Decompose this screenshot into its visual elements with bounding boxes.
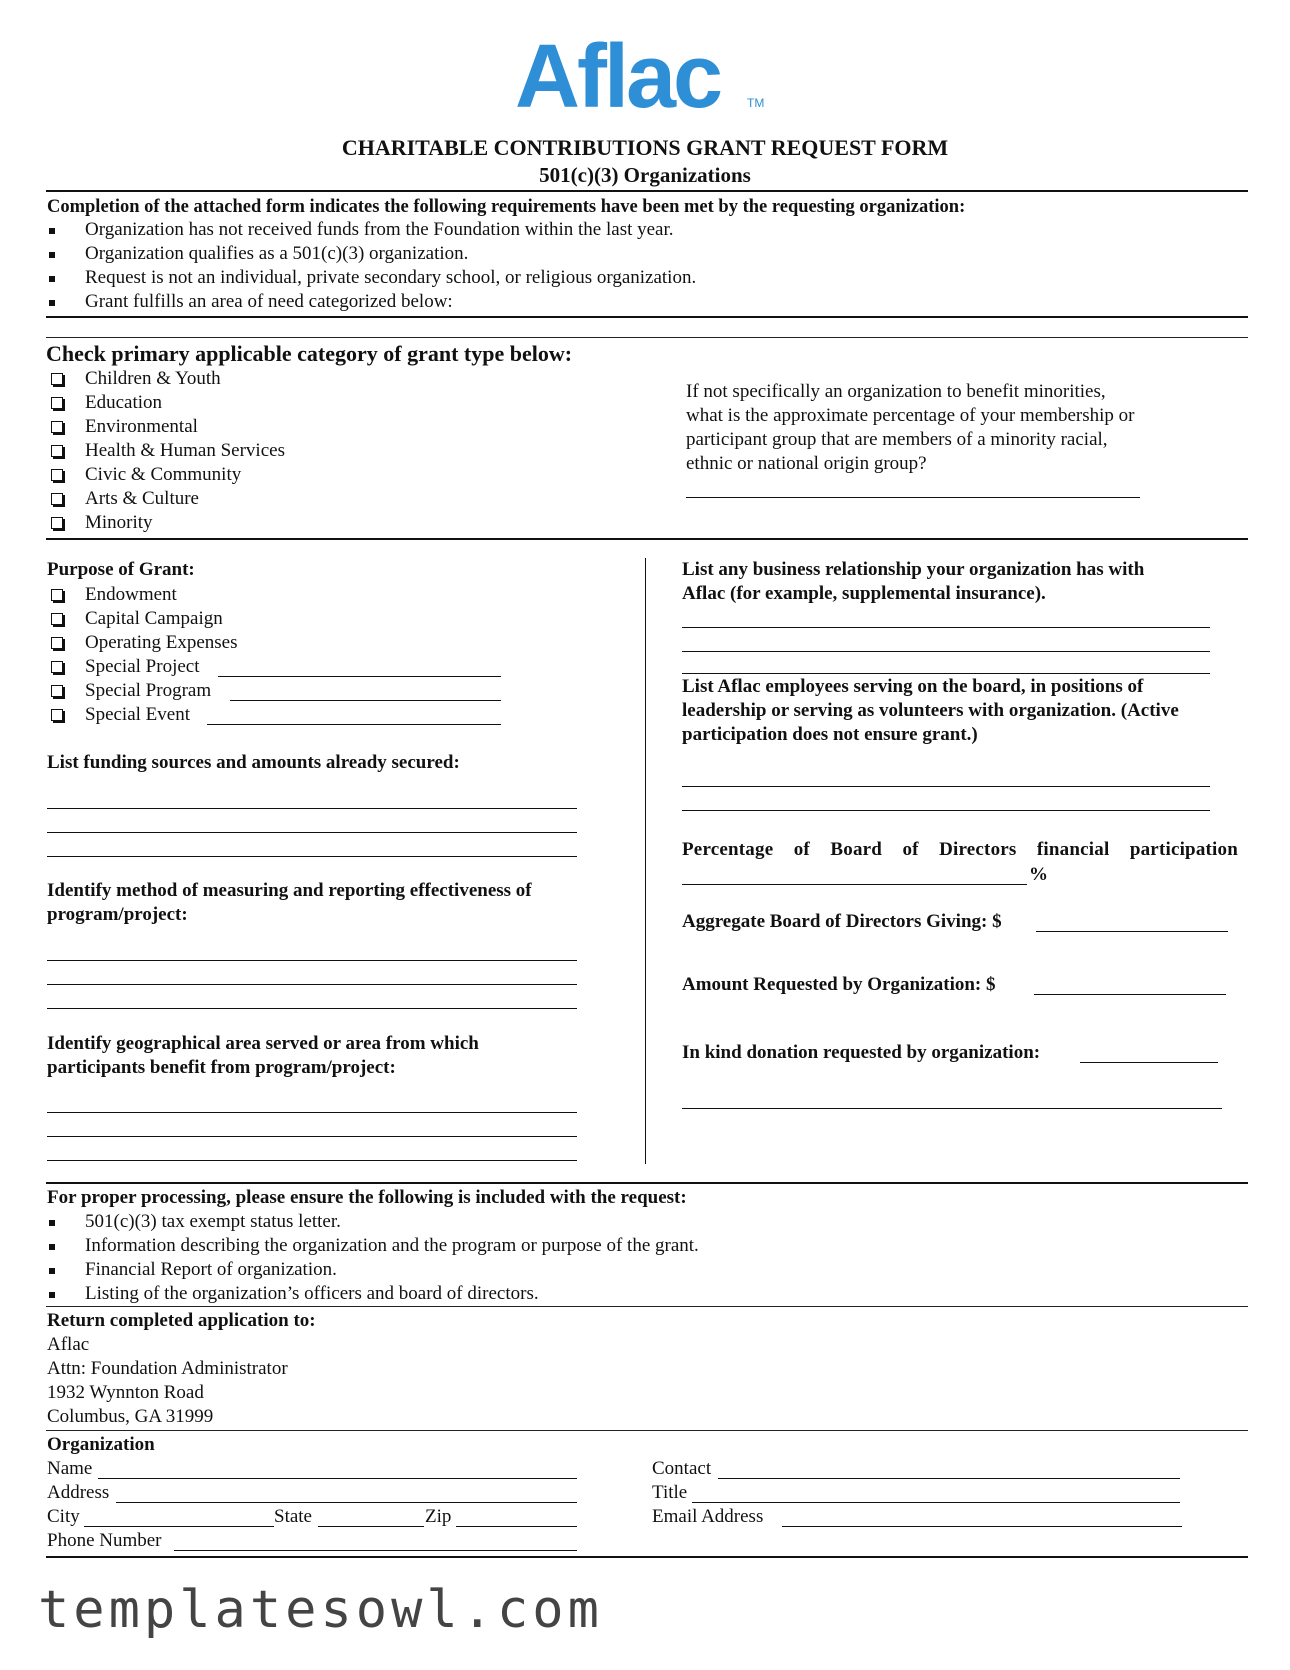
effectiveness-line[interactable] (47, 984, 577, 985)
business-line[interactable] (682, 673, 1210, 674)
logo-wordmark: Aflac (515, 27, 721, 127)
processing-item: Listing of the organization’s officers and board of directors. (85, 1283, 539, 1304)
bullet (49, 1220, 55, 1226)
zip-label: Zip (425, 1506, 452, 1527)
amount-requested-field[interactable] (1034, 994, 1226, 995)
business-heading: Aflac (for example, supplemental insurance). (682, 583, 1046, 604)
divider (46, 337, 1248, 338)
purpose-heading: Purpose of Grant: (47, 559, 195, 580)
divider (46, 1306, 1248, 1307)
business-line[interactable] (682, 627, 1210, 628)
aflac-logo (515, 27, 775, 127)
bullet (49, 276, 55, 282)
geography-line[interactable] (47, 1112, 577, 1113)
geography-line[interactable] (47, 1160, 577, 1161)
funding-line[interactable] (47, 832, 577, 833)
requirement-item: Grant fulfills an area of need categorized below: (85, 291, 453, 312)
email-label: Email Address (652, 1506, 764, 1527)
category-checkbox-children-youth[interactable] (51, 373, 63, 385)
minority-question: If not specifically an organization to benefit minorities, (686, 381, 1106, 402)
purpose-label: Special Program (85, 680, 212, 701)
category-checkbox-health-human-services[interactable] (51, 445, 63, 457)
zip-field[interactable] (456, 1526, 577, 1527)
purpose-label: Special Project (85, 656, 200, 677)
purpose-checkbox-special-event[interactable] (51, 709, 63, 721)
logo-trademark: TM (747, 96, 765, 110)
board-participation-field[interactable] (682, 884, 1027, 885)
bullet (49, 300, 55, 306)
form-title: CHARITABLE CONTRIBUTIONS GRANT REQUEST FORM (341, 135, 949, 160)
category-label: Environmental (85, 416, 198, 437)
name-label: Name (47, 1458, 93, 1479)
inkind-line[interactable] (682, 1108, 1222, 1109)
category-checkbox-education[interactable] (51, 397, 63, 409)
purpose-checkbox-operating-expenses[interactable] (51, 637, 63, 649)
category-label: Health & Human Services (85, 440, 285, 461)
divider (46, 1556, 1248, 1558)
return-line: Aflac (47, 1334, 90, 1355)
category-label: Children & Youth (85, 368, 221, 389)
funding-heading: List funding sources and amounts already secured: (47, 752, 460, 773)
requirements-heading: Completion of the attached form indicates the following requirements have been met by the requesting organization: (47, 197, 966, 217)
purpose-checkbox-special-project[interactable] (51, 661, 63, 673)
processing-item: Financial Report of organization. (85, 1259, 337, 1280)
geography-heading: Identify geographical area served or area from which (47, 1033, 479, 1054)
percent-sign: % (1029, 864, 1048, 885)
purpose-checkbox-capital-campaign[interactable] (51, 613, 63, 625)
bullet (49, 228, 55, 234)
address-field[interactable] (116, 1502, 577, 1503)
contact-field[interactable] (718, 1478, 1180, 1479)
column-divider (645, 558, 646, 1164)
processing-item: 501(c)(3) tax exempt status letter. (85, 1211, 341, 1232)
purpose-label: Operating Expenses (85, 632, 238, 653)
funding-line[interactable] (47, 856, 577, 857)
return-heading: Return completed application to: (47, 1310, 316, 1331)
return-line: 1932 Wynnton Road (47, 1382, 204, 1403)
employees-heading: List Aflac employees serving on the board, in positions of (682, 676, 1144, 697)
effectiveness-heading: program/project: (47, 904, 188, 925)
special-program-field[interactable] (230, 700, 501, 701)
category-checkbox-arts-culture[interactable] (51, 493, 63, 505)
business-heading: List any business relationship your organization has with (682, 559, 1145, 580)
purpose-checkbox-special-program[interactable] (51, 685, 63, 697)
phone-label: Phone Number (47, 1530, 162, 1551)
category-heading: Check primary applicable category of grant type below: (46, 341, 573, 366)
employees-line[interactable] (682, 810, 1210, 811)
employees-line[interactable] (682, 786, 1210, 787)
bullet (49, 1244, 55, 1250)
processing-item: Information describing the organization and the program or purpose of the grant. (85, 1235, 699, 1256)
purpose-label: Special Event (85, 704, 190, 725)
special-project-field[interactable] (218, 676, 501, 677)
requirement-item: Request is not an individual, private secondary school, or religious organization. (85, 267, 697, 288)
bullet (49, 1268, 55, 1274)
city-field[interactable] (84, 1526, 274, 1527)
effectiveness-line[interactable] (47, 960, 577, 961)
state-label: State (274, 1506, 312, 1527)
bullet (49, 252, 55, 258)
effectiveness-heading: Identify method of measuring and reporting effectiveness of (47, 880, 532, 901)
aggregate-giving-field[interactable] (1036, 931, 1228, 932)
state-field[interactable] (318, 1526, 424, 1527)
employees-heading: leadership or serving as volunteers with organization. (Active (682, 700, 1179, 721)
minority-percentage-field[interactable] (686, 497, 1140, 498)
requirement-item: Organization qualifies as a 501(c)(3) organization. (85, 243, 469, 264)
amount-requested-label: Amount Requested by Organization: $ (682, 974, 996, 995)
name-field[interactable] (98, 1478, 577, 1479)
form-subtitle: 501(c)(3) Organizations (539, 163, 751, 187)
business-line[interactable] (682, 651, 1210, 652)
email-field[interactable] (782, 1526, 1182, 1527)
purpose-checkbox-endowment[interactable] (51, 589, 63, 601)
funding-line[interactable] (47, 808, 577, 809)
inkind-field[interactable] (1080, 1062, 1218, 1063)
address-label: Address (47, 1482, 110, 1503)
category-label: Education (85, 392, 163, 413)
watermark-text: templatesowl.com (38, 1580, 603, 1640)
phone-field[interactable] (174, 1550, 577, 1551)
requirement-item: Organization has not received funds from the Foundation within the last year. (85, 219, 674, 240)
geography-line[interactable] (47, 1136, 577, 1137)
minority-question: participant group that are members of a minority racial, (686, 429, 1108, 450)
category-label: Civic & Community (85, 464, 242, 485)
city-label: City (47, 1506, 80, 1527)
category-checkbox-civic-community[interactable] (51, 469, 63, 481)
special-event-field[interactable] (207, 724, 501, 725)
employees-heading: participation does not ensure grant.) (682, 724, 978, 745)
divider (46, 1182, 1248, 1184)
return-line: Attn: Foundation Administrator (47, 1358, 288, 1379)
purpose-label: Endowment (85, 584, 177, 605)
category-label: Arts & Culture (85, 488, 199, 509)
divider (46, 1430, 1248, 1431)
title-field[interactable] (692, 1502, 1180, 1503)
inkind-label: In kind donation requested by organization: (682, 1042, 1041, 1063)
category-checkbox-environmental[interactable] (51, 421, 63, 433)
effectiveness-line[interactable] (47, 1008, 577, 1009)
category-checkbox-minority[interactable] (51, 517, 63, 529)
bullet (49, 1292, 55, 1298)
geography-heading: participants benefit from program/project: (47, 1057, 396, 1078)
minority-question: what is the approximate percentage of your membership or (686, 405, 1135, 426)
contact-label: Contact (652, 1458, 712, 1479)
divider (46, 190, 1248, 192)
title-label: Title (652, 1482, 688, 1503)
board-participation-label: Percentage of Board of Directors financial participation (682, 839, 1238, 860)
category-label: Minority (85, 512, 153, 533)
aggregate-giving-label: Aggregate Board of Directors Giving: $ (682, 911, 1002, 932)
purpose-label: Capital Campaign (85, 608, 223, 629)
divider (46, 538, 1248, 540)
processing-heading: For proper processing, please ensure the following is included with the request: (47, 1187, 687, 1208)
return-line: Columbus, GA 31999 (47, 1406, 214, 1427)
minority-question: ethnic or national origin group? (686, 453, 927, 474)
divider (46, 316, 1248, 318)
organization-heading: Organization (47, 1434, 155, 1455)
